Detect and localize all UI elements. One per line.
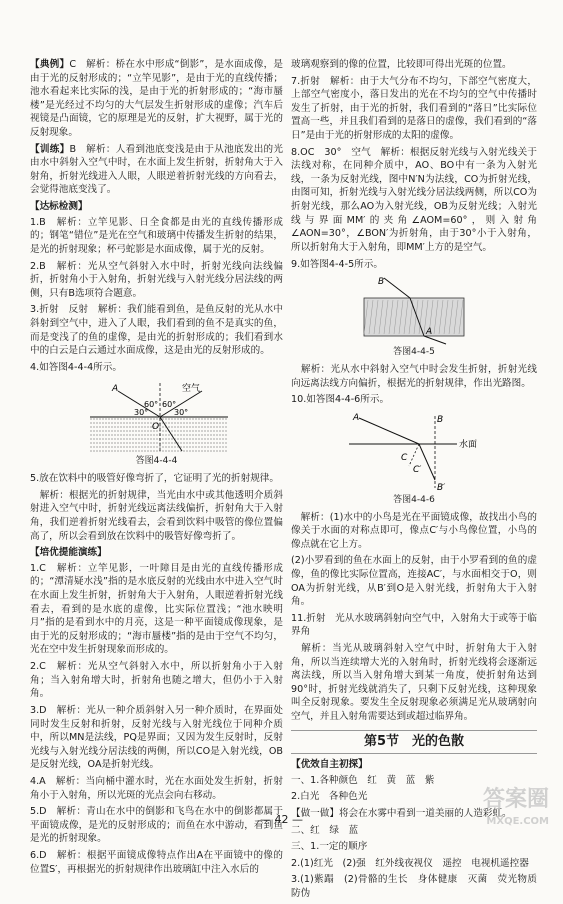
air-label: 空气 — [181, 384, 200, 395]
paragraph-text: 4.A 解析：当向桶中灌水时，光在水面处发生折射，折射角小于入射角，所以光斑的光点会向右移动。 — [30, 775, 283, 801]
paragraph-text: 【做一做】将会在水雾中看到一道美丽的人造彩虹。 — [291, 807, 512, 819]
paragraph-text: 3.D 解析：光从一种介质斜射入另一种介质时，在界面处同时发生反射和折射，反射光线与入射光线位于同种介质中，所以MN是法线，PQ是界面；又因为发生反射时，反射光线与入射光线分居法线的两侧，所以CO是入射光线，OB是反射光线，OA是折射光线。 — [30, 704, 283, 771]
left-column — [30, 58, 283, 879]
point-o-label: O — [151, 422, 159, 433]
example-tag: 【训练】 — [30, 143, 70, 155]
paragraph-text: 1.B 解析：立竿见影、日全食都是由光的直线传播形成的；钢笔“错位”是光在空气和玻璃中传播发生折射的结果，是光的折射现象；杯弓蛇影是水面成像，属于光的反射。 — [30, 216, 283, 255]
answer-paragraph — [291, 393, 537, 407]
paragraph-text: 1.C 解析：立竿见影，一叶障目是由光的直线传播形成的；“潭清疑水浅”指的是水底反射的光线由水中进入空气时在水面上发生折射，折射角大于入射角，人眼逆着折射光线看去，看到的是水底的虚像，比实际位置浅；“池水映明月”指的是看到水中的月亮，这是一种平面镜成像现象，是由于光的反射形成的；“海市蜃楼”指的是由于空气不均匀，光在空中发生折射现象而形成的。 — [30, 562, 283, 656]
glass-block — [364, 298, 464, 336]
paragraph-text: 8.OC 30° 空气 解析：根据反射光线与入射光线关于法线对称，在同种介质中，AO、BO中有一条为入射光线，一条为反射光线，图中N′N为法线，CO为折射光线，由图可知，折射光线与入射光线分居法线两侧，所以CO为折射光线，那么AO为入射光线，OB为反射光线；入射光线与界面MM′的夹角∠AOM=60°，则入射角∠AON=30°，∠BON′为折射角，由于30°小于入射角，所以折射角大于入射角，即MM′上方的是空气。 — [291, 146, 537, 253]
paragraph-text: 一、1.各种颜色 红 黄 蓝 紫 — [291, 774, 435, 786]
point-cprime-label: C′ — [413, 464, 422, 475]
answer-paragraph — [291, 258, 537, 272]
answer-paragraph — [30, 562, 283, 657]
answer-paragraph — [30, 775, 283, 802]
answer-paragraph — [291, 642, 537, 724]
figure-caption: 答图4-4-5 — [393, 347, 435, 358]
paragraph-text: 11.折射 光从水玻璃斜射向空气中，入射角大于或等于临界角 — [291, 612, 537, 638]
emergent-ray — [424, 336, 446, 344]
ray-a — [359, 418, 419, 444]
fig446-figure — [339, 410, 489, 494]
section-title: 第5节 光的色散 — [291, 730, 537, 754]
answer-paragraph — [30, 660, 283, 701]
paragraph-text: 解析：(1)水中的小鸟是光在平面镜成像，故找出小鸟的像关于水面的对称点即可，像点C′与小鸟像位置，小鸟的像点就在它上方。 — [291, 511, 537, 550]
answer-paragraph — [291, 146, 537, 255]
point-a-label: A — [111, 384, 118, 395]
paragraph-text: 二、红 绿 蓝 — [291, 824, 359, 836]
paragraph-text: 2.C 解析：光从空气斜射入水中，所以折射角小于入射角；当入射角增大时，折射角也随之增大，但仍小于入射角。 — [30, 661, 283, 700]
angle-label: 60° — [143, 400, 158, 410]
answer-paragraph — [30, 361, 283, 375]
paragraph-text: 解析：光从水中斜射入空气中时会发生折射，折射光线向远离法线方向偏折，根据光的折射规律，作出光路图。 — [291, 363, 537, 389]
figure-caption: 答图4-4-6 — [393, 494, 435, 505]
paragraph-text: 9.如答图4-4-5所示。 — [291, 258, 383, 270]
figure-caption: 答图4-4-4 — [135, 456, 178, 467]
answer-paragraph — [30, 260, 283, 301]
paragraph-text: 2.白光 各种色光 — [291, 791, 368, 803]
angle-label: 60° — [161, 400, 176, 410]
angle-label: 30° — [173, 408, 188, 418]
answer-paragraph — [30, 58, 283, 140]
section-heading: 【培优提能演练】 — [30, 547, 107, 559]
paragraph-text: C 解析：桥在水中形成“倒影”，是水面成像，是由于光的反射形成的；“立竿见影”，是由于光的直线传播；池水看起来比实际的浅，是由于光的折射形成的；“海市蜃楼”是光经过不均匀的大气层发生折射形成的虚像；汽车后视镜是凸面镜，它的原理是光的反射，扩大视野，属于光的反射现象。 — [30, 59, 284, 139]
section-heading: 【优效自主初探】 — [291, 759, 368, 771]
answer-paragraph — [30, 849, 283, 876]
paragraph-text: B 解析：人看到池底变浅是由于从池底发出的光由水中斜射入空气中时，在水面上发生折射，折射角大于入射角，折射光线进入人眼，人眼逆着折射光线的方向看去，会觉得池底变浅了。 — [30, 143, 283, 196]
answer-paragraph — [30, 472, 283, 486]
paragraph-text: 2.(1)红光 (2)强 红外线夜视仪 遥控 电视机遥控器 — [291, 857, 529, 869]
answer-paragraph — [291, 363, 537, 390]
fig445-figure — [354, 274, 474, 346]
paragraph-text: 7.折射 解析：由于大气分布不均匀，下部空气密度大，上部空气密度小，落日发出的光在不均匀的空气中传播时发生了折射，由于光的折射，我们看到的“落日”比实际位置高一些，并且我们看到的是落日的虚像，我们看到的“落日”是由于光的折射形成的太阳的虚像。 — [291, 75, 537, 142]
section-heading: 【达标检测】 — [30, 201, 88, 213]
paragraph-text: 10.如答图4-4-6所示。 — [291, 394, 390, 406]
right-column — [291, 58, 547, 904]
answer-paragraph — [291, 612, 537, 639]
extension-line — [409, 444, 419, 466]
answer-paragraph — [291, 840, 537, 854]
paragraph-text: 3.折射 反射 解析：我们能看到鱼，是鱼反射的光从水中斜射到空气中，进入了人眼，我们看到的鱼不是真实的鱼，而是变浅了的鱼的虚像，是由光的折射形成的；我们看到水中的白云是白云通过水面成像，这是由光的反射形成的。 — [30, 304, 283, 357]
answer-paragraph — [291, 511, 537, 552]
angle-label: 30° — [133, 408, 148, 418]
page-number: — 42 — — [260, 813, 303, 826]
point-b-label: B — [378, 277, 385, 288]
paragraph-text: 三、1.一定的顺序 — [291, 841, 368, 853]
answer-paragraph — [291, 554, 537, 608]
refracted-ray — [160, 417, 182, 451]
answer-paragraph — [291, 58, 537, 72]
point-a-label: A — [353, 412, 360, 423]
answer-paragraph — [30, 704, 283, 772]
paragraph-text: 5.放在饮料中的吸管好像弯折了，它证明了光的折射规律。 — [30, 473, 279, 485]
watermark — [483, 784, 549, 829]
answer-paragraph — [30, 303, 283, 357]
watermark-main: 答案圈 — [482, 786, 549, 812]
water-surface-label: 水面 — [459, 439, 478, 450]
answer-paragraph — [30, 216, 283, 257]
example-tag: 【典例】 — [30, 59, 70, 70]
paragraph-text: (2)小罗看到的鱼在水面上的反射，由于小罗看到的鱼的虚像，鱼的像比实际位置高，连接AC′，与水面相交于O，则OA为折射光线，从B′到O是入射光线，折射角大于入射角。 — [291, 555, 537, 608]
point-c-label: C — [401, 452, 408, 463]
ray-b — [419, 444, 435, 480]
point-a-label: A — [426, 327, 433, 338]
answer-paragraph — [30, 489, 283, 543]
paragraph-text: 6.D 解析：根据平面镜成像特点作出A在平面镜中的像的位置S′，再根据光的折射规律作出玻璃缸中注入水后的 — [30, 850, 283, 875]
answer-paragraph — [30, 143, 283, 197]
incident-ray — [384, 278, 410, 298]
watermark-sub: MXQE.COM — [486, 815, 549, 827]
answer-paragraph — [291, 873, 547, 900]
fig444-figure — [82, 377, 232, 455]
point-b-label: B — [437, 414, 444, 425]
paragraph-text: 玻璃观察到的像的位置，比较即可得出光斑的位置。 — [291, 59, 512, 70]
paragraph-text: 解析：根据光的折射规律，当光由水中或其他透明介质斜射进入空气中时，折射光线远离法线偏折，折射角大于入射角，我们逆着折射光线看去，会看到饮料中吸管的像位置偏高了，所以会看到放在饮料中的吸管好像弯折了。 — [30, 489, 283, 542]
paragraph-text: 2.B 解析：光从空气斜射入水中时，折射光线向法线偏折，折射角小于入射角，折射光线与入射光线分居法线的两侧，只有B选项符合题意。 — [30, 260, 283, 299]
point-bprime-label: B′ — [437, 482, 446, 493]
paragraph-text: 3.(1)紫蹋 (2)骨骼的生长 身体健康 灭菌 荧光物质 防伪 — [291, 874, 547, 899]
paragraph-text: 5.D 解析：青山在水中的倒影和飞鸟在水中的倒影都属于平面镜成像，是光的反射形成的；而鱼在水中游动，看到鱼是光的折射现象。 — [30, 806, 283, 845]
answer-paragraph — [291, 75, 537, 143]
paragraph-text: 解析：当光从玻璃斜射入空气中时，折射角大于入射角，所以当连续增大光的入射角时，折射光线将会逐渐远离法线，所以当入射角增大到某一角度，使折射角达到90°时，折射光线就消失了，只剩下反射光线，这种现象叫全反射现象。要发生全反射现象必须满足光从玻璃射向空气，并且入射角需要达到或超过临界角。 — [291, 642, 537, 723]
answer-paragraph — [291, 857, 537, 871]
paragraph-text: 4.如答图4-4-4所示。 — [30, 361, 122, 373]
